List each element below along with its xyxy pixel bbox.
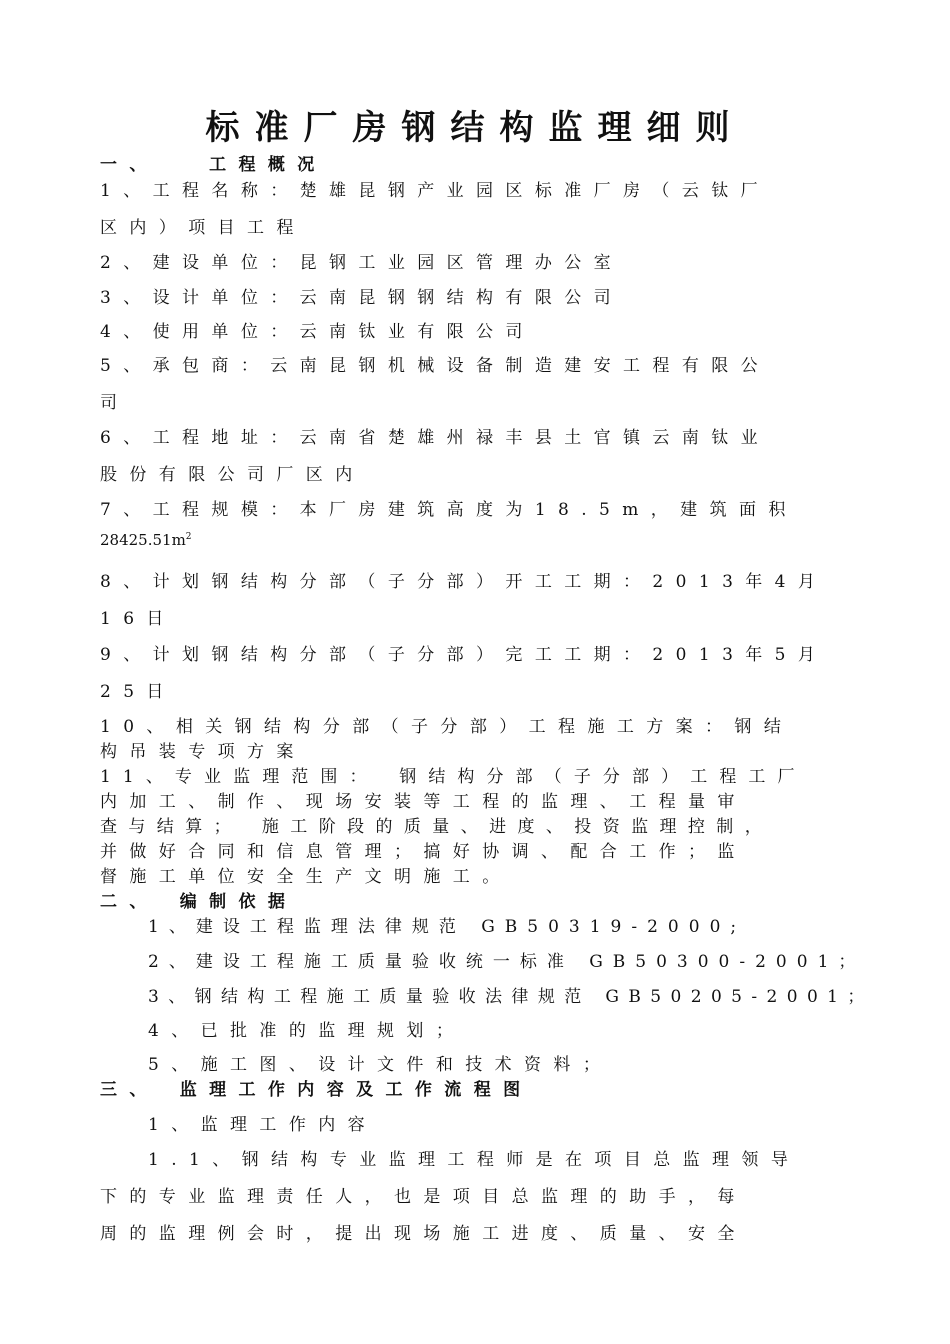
area-number: 28425.51m xyxy=(100,531,186,549)
area-unit-superscript: 2 xyxy=(185,532,192,542)
text-line: 构吊装专项方案 xyxy=(100,742,306,762)
text-line: 督施工单位安全生产文明施工。 xyxy=(100,867,512,887)
text-line: 7、工程规模：本厂房建筑高度为18.5m，建筑面积 xyxy=(100,500,798,520)
text-line: 4、已批准的监理规划； xyxy=(148,1021,466,1041)
text-line: 3、钢结构工程施工质量验收法律规范 GB50205-2001； xyxy=(148,987,874,1007)
text-line: 2、建设单位：昆钢工业园区管理办公室 xyxy=(100,253,624,273)
text-line: 3、设计单位：云南昆钢钢结构有限公司 xyxy=(100,288,624,308)
text-line: 并做好合同和信息管理；搞好协调、配合工作；监 xyxy=(100,842,747,862)
document-title: 标准厂房钢结构监理细则 xyxy=(205,108,745,148)
text-line: 下的专业监理责任人，也是项目总监理的助手，每 xyxy=(100,1187,747,1207)
section-heading-1: 一、 工程概况 xyxy=(100,155,327,175)
text-line: 1、监理工作内容 xyxy=(148,1115,378,1135)
text-line: 10、相关钢结构分部（子分部）工程施工方案：钢结 xyxy=(100,717,794,737)
text-line: 11、专业监理范围： 钢结构分部（子分部）工程工厂 xyxy=(100,767,807,787)
text-line: 16日 xyxy=(100,609,176,629)
text-line: 1、工程名称：楚雄昆钢产业园区标准厂房（云钛厂 xyxy=(100,181,771,201)
text-line: 内加工、制作、现场安装等工程的监理、工程量审 xyxy=(100,792,747,812)
text-line: 查与结算； 施工阶段的质量、进度、投资监理控制， xyxy=(100,817,774,837)
area-value xyxy=(100,531,192,549)
text-line: 9、计划钢结构分部（子分部）完工工期：2013年5月 xyxy=(100,645,828,665)
text-line: 股份有限公司厂区内 xyxy=(100,465,365,485)
text-line: 25日 xyxy=(100,682,176,702)
text-line: 2、建设工程施工质量验收统一标准 GB50300-2001； xyxy=(148,952,866,972)
text-line: 区内）项目工程 xyxy=(100,218,306,238)
text-line: 1.1、钢结构专业监理工程师是在项目总监理领导 xyxy=(148,1150,801,1170)
text-line: 司 xyxy=(100,393,130,413)
text-line: 6、工程地址：云南省楚雄州禄丰县土官镇云南钛业 xyxy=(100,428,771,448)
text-line: 周的监理例会时，提出现场施工进度、质量、安全 xyxy=(100,1224,747,1244)
text-line: 1、建设工程监理法律规范 GB50319-2000; xyxy=(148,917,747,937)
section-heading-2: 二、 编制依据 xyxy=(100,892,298,912)
text-line: 8、计划钢结构分部（子分部）开工工期：2013年4月 xyxy=(100,572,828,592)
text-line: 5、施工图、设计文件和技术资料； xyxy=(148,1055,613,1075)
text-line: 4、使用单位：云南钛业有限公司 xyxy=(100,322,535,342)
text-line: 5、承包商：云南昆钢机械设备制造建安工程有限公 xyxy=(100,356,771,376)
section-heading-3: 三、 监理工作内容及工作流程图 xyxy=(100,1080,533,1100)
